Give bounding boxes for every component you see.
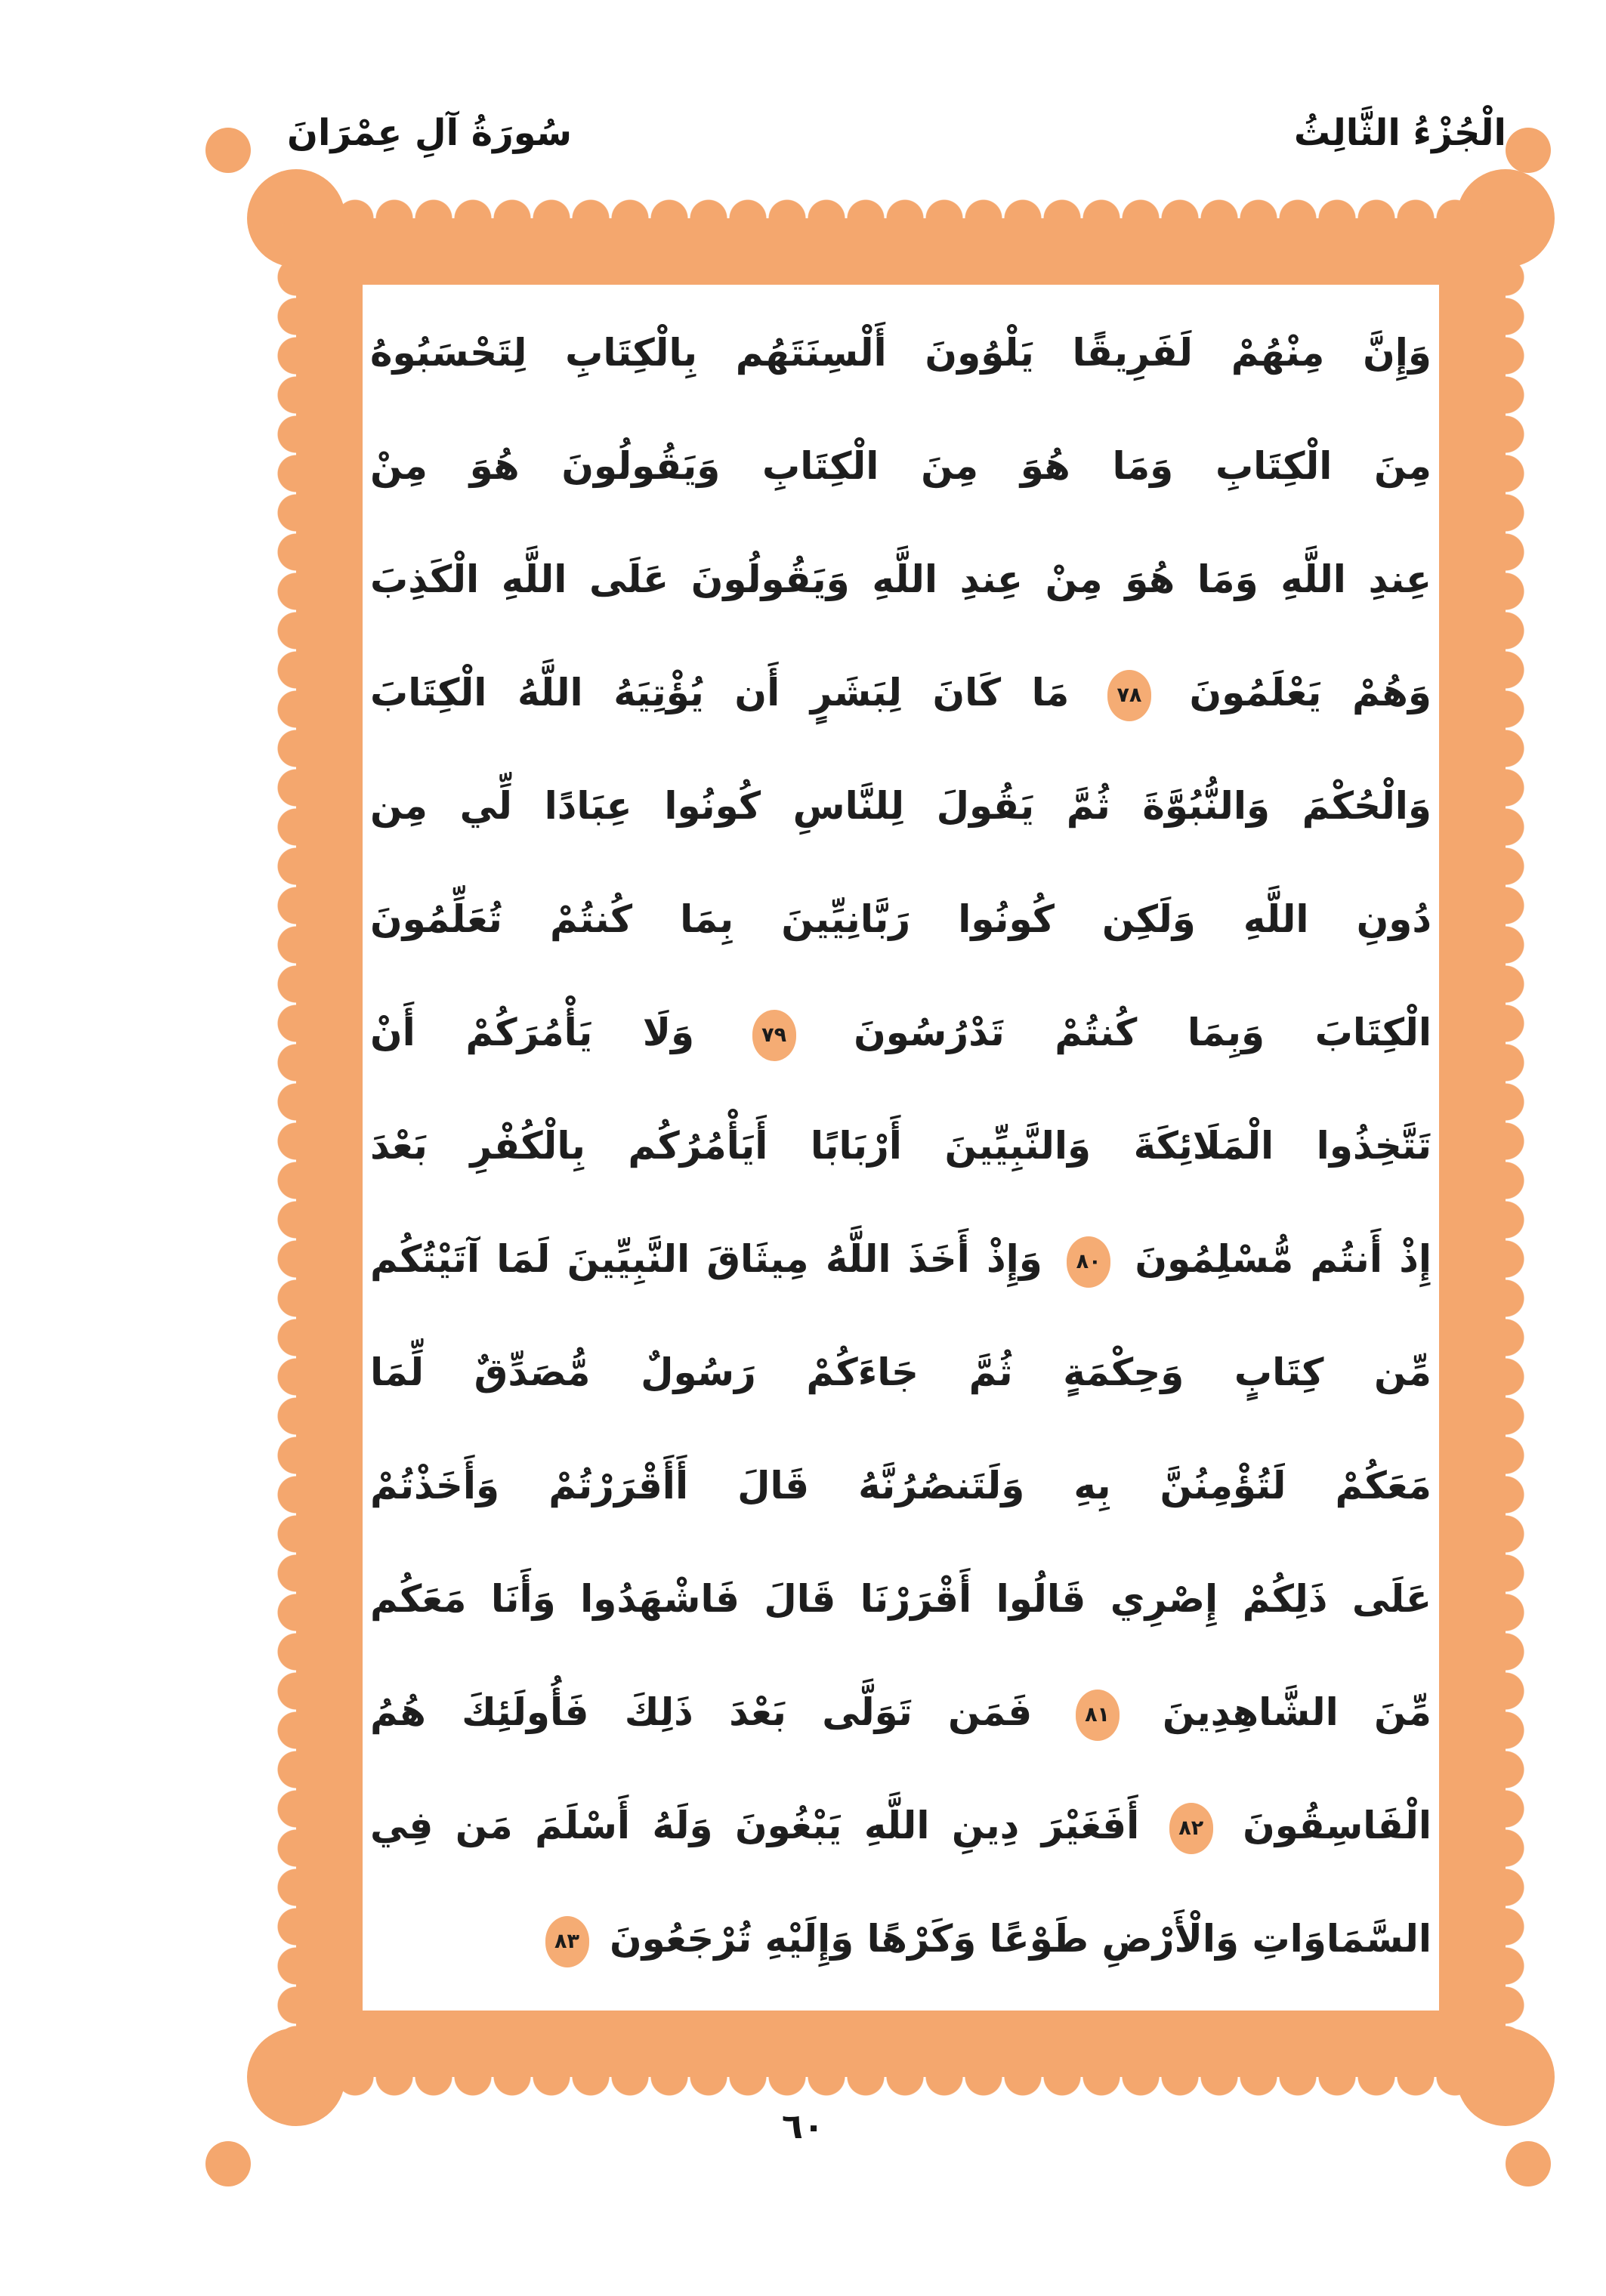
juz-title: الْجُزْءُ الثَّالِثُ	[1293, 112, 1506, 154]
quran-line	[370, 749, 1432, 863]
frame-scallop-left	[276, 218, 296, 2077]
quran-text: وَلَا يَأْمُرَكُمْ أَنْ	[370, 1011, 695, 1054]
quran-line	[370, 1316, 1432, 1429]
quran-text: فَمَن تَوَلَّى بَعْدَ ذَلِكَ فَأُولَئِكَ هُمُ	[370, 1690, 1033, 1734]
quran-text: دُونِ اللَّهِ وَلَكِن كُونُوا رَبَّانِيِّينَ بِمَا كُنتُمْ تُعَلِّمُونَ	[370, 897, 1432, 941]
quran-text: وَهُمْ يَعْلَمُونَ	[1189, 671, 1432, 714]
frame-scallop-bottom	[296, 2077, 1506, 2097]
quran-line	[370, 636, 1432, 749]
text-area	[370, 296, 1432, 2003]
quran-text: وَالْحُكْمَ وَالنُّبُوَّةَ ثُمَّ يَقُولَ لِلنَّاسِ كُونُوا عِبَادًا لِّي مِن	[370, 784, 1432, 828]
quran-text: تَتَّخِذُوا الْمَلَائِكَةَ وَالنَّبِيِّينَ أَرْبَابًا أَيَأْمُرُكُم بِالْكُفْرِ بَعْدَ	[370, 1124, 1432, 1168]
frame-scallop-top	[296, 199, 1506, 218]
surah-title: سُورَةُ آلِ عِمْرَانَ	[287, 112, 573, 154]
quran-line	[370, 1429, 1432, 1542]
quran-line	[370, 1202, 1432, 1316]
quran-text: مِّنَ الشَّاهِدِينَ	[1162, 1690, 1432, 1734]
ayah-number-marker: ٨٣	[545, 1916, 589, 1967]
quran-line	[370, 1882, 1432, 1995]
quran-text: مَعَكُمْ لَتُؤْمِنُنَّ بِهِ وَلَتَنصُرُنَّهُ قَالَ أَأَقْرَرْتُمْ وَأَخَذْتُمْ	[370, 1464, 1432, 1508]
quran-text: عَلَى ذَلِكُمْ إِصْرِي قَالُوا أَقْرَرْنَا قَالَ فَاشْهَدُوا وَأَنَا مَعَكُم	[370, 1577, 1432, 1621]
ayah-number-marker: ٨٠	[1067, 1236, 1110, 1288]
page-number: ٦٠	[781, 2106, 825, 2146]
frame-corner-ornament-top-left	[205, 128, 251, 173]
quran-text: عِندِ اللَّهِ وَمَا هُوَ مِنْ عِندِ اللَّهِ وَيَقُولُونَ عَلَى اللَّهِ الْكَذِبَ	[370, 557, 1432, 601]
quran-line	[370, 523, 1432, 636]
quran-text: الْفَاسِقُونَ	[1243, 1804, 1432, 1847]
quran-line	[370, 863, 1432, 976]
frame-corner-ornament-bottom-left	[205, 2141, 251, 2186]
frame-scallop-right	[1506, 218, 1525, 2077]
quran-line	[370, 1089, 1432, 1202]
quran-text: أَفَغَيْرَ دِينِ اللَّهِ يَبْغُونَ وَلَهُ أَسْلَمَ مَن فِي	[370, 1804, 1140, 1847]
quran-line	[370, 409, 1432, 523]
quran-text: السَّمَاوَاتِ وَالْأَرْضِ طَوْعًا وَكَرْهًا وَإِلَيْهِ تُرْجَعُونَ	[609, 1917, 1432, 1961]
frame-corner-ornament-top-right	[1506, 128, 1551, 173]
ayah-number-marker: ٨٢	[1169, 1803, 1213, 1854]
quran-line	[370, 976, 1432, 1089]
quran-line	[370, 1542, 1432, 1656]
ayah-number-marker: ٨١	[1076, 1690, 1120, 1741]
quran-line	[370, 1656, 1432, 1769]
quran-text: مِنَ الْكِتَابِ وَمَا هُوَ مِنَ الْكِتَابِ وَيَقُولُونَ هُوَ مِنْ	[370, 444, 1432, 488]
quran-text: مِّن كِتَابٍ وَحِكْمَةٍ ثُمَّ جَاءَكُمْ رَسُولٌ مُّصَدِّقٌ لِّمَا	[370, 1350, 1432, 1394]
quran-text: وَإِذْ أَخَذَ اللَّهُ مِيثَاقَ النَّبِيِّينَ لَمَا آتَيْتُكُم	[370, 1237, 1042, 1281]
ayah-number-marker: ٧٨	[1107, 670, 1151, 721]
quran-text: الْكِتَابَ وَبِمَا كُنتُمْ تَدْرُسُونَ	[854, 1011, 1432, 1054]
quran-line	[370, 1769, 1432, 1882]
quran-line	[370, 296, 1432, 409]
frame-corner-ornament-bottom-right	[1506, 2141, 1551, 2186]
quran-text: وَإِنَّ مِنْهُمْ لَفَرِيقًا يَلْوُونَ أَلْسِنَتَهُم بِالْكِتَابِ لِتَحْسَبُوهُ	[370, 331, 1432, 375]
quran-text: إِذْ أَنتُم مُّسْلِمُونَ	[1135, 1237, 1432, 1281]
quran-text: مَا كَانَ لِبَشَرٍ أَن يُؤْتِيَهُ اللَّهُ الْكِتَابَ	[370, 671, 1070, 714]
ayah-number-marker: ٧٩	[752, 1010, 796, 1061]
